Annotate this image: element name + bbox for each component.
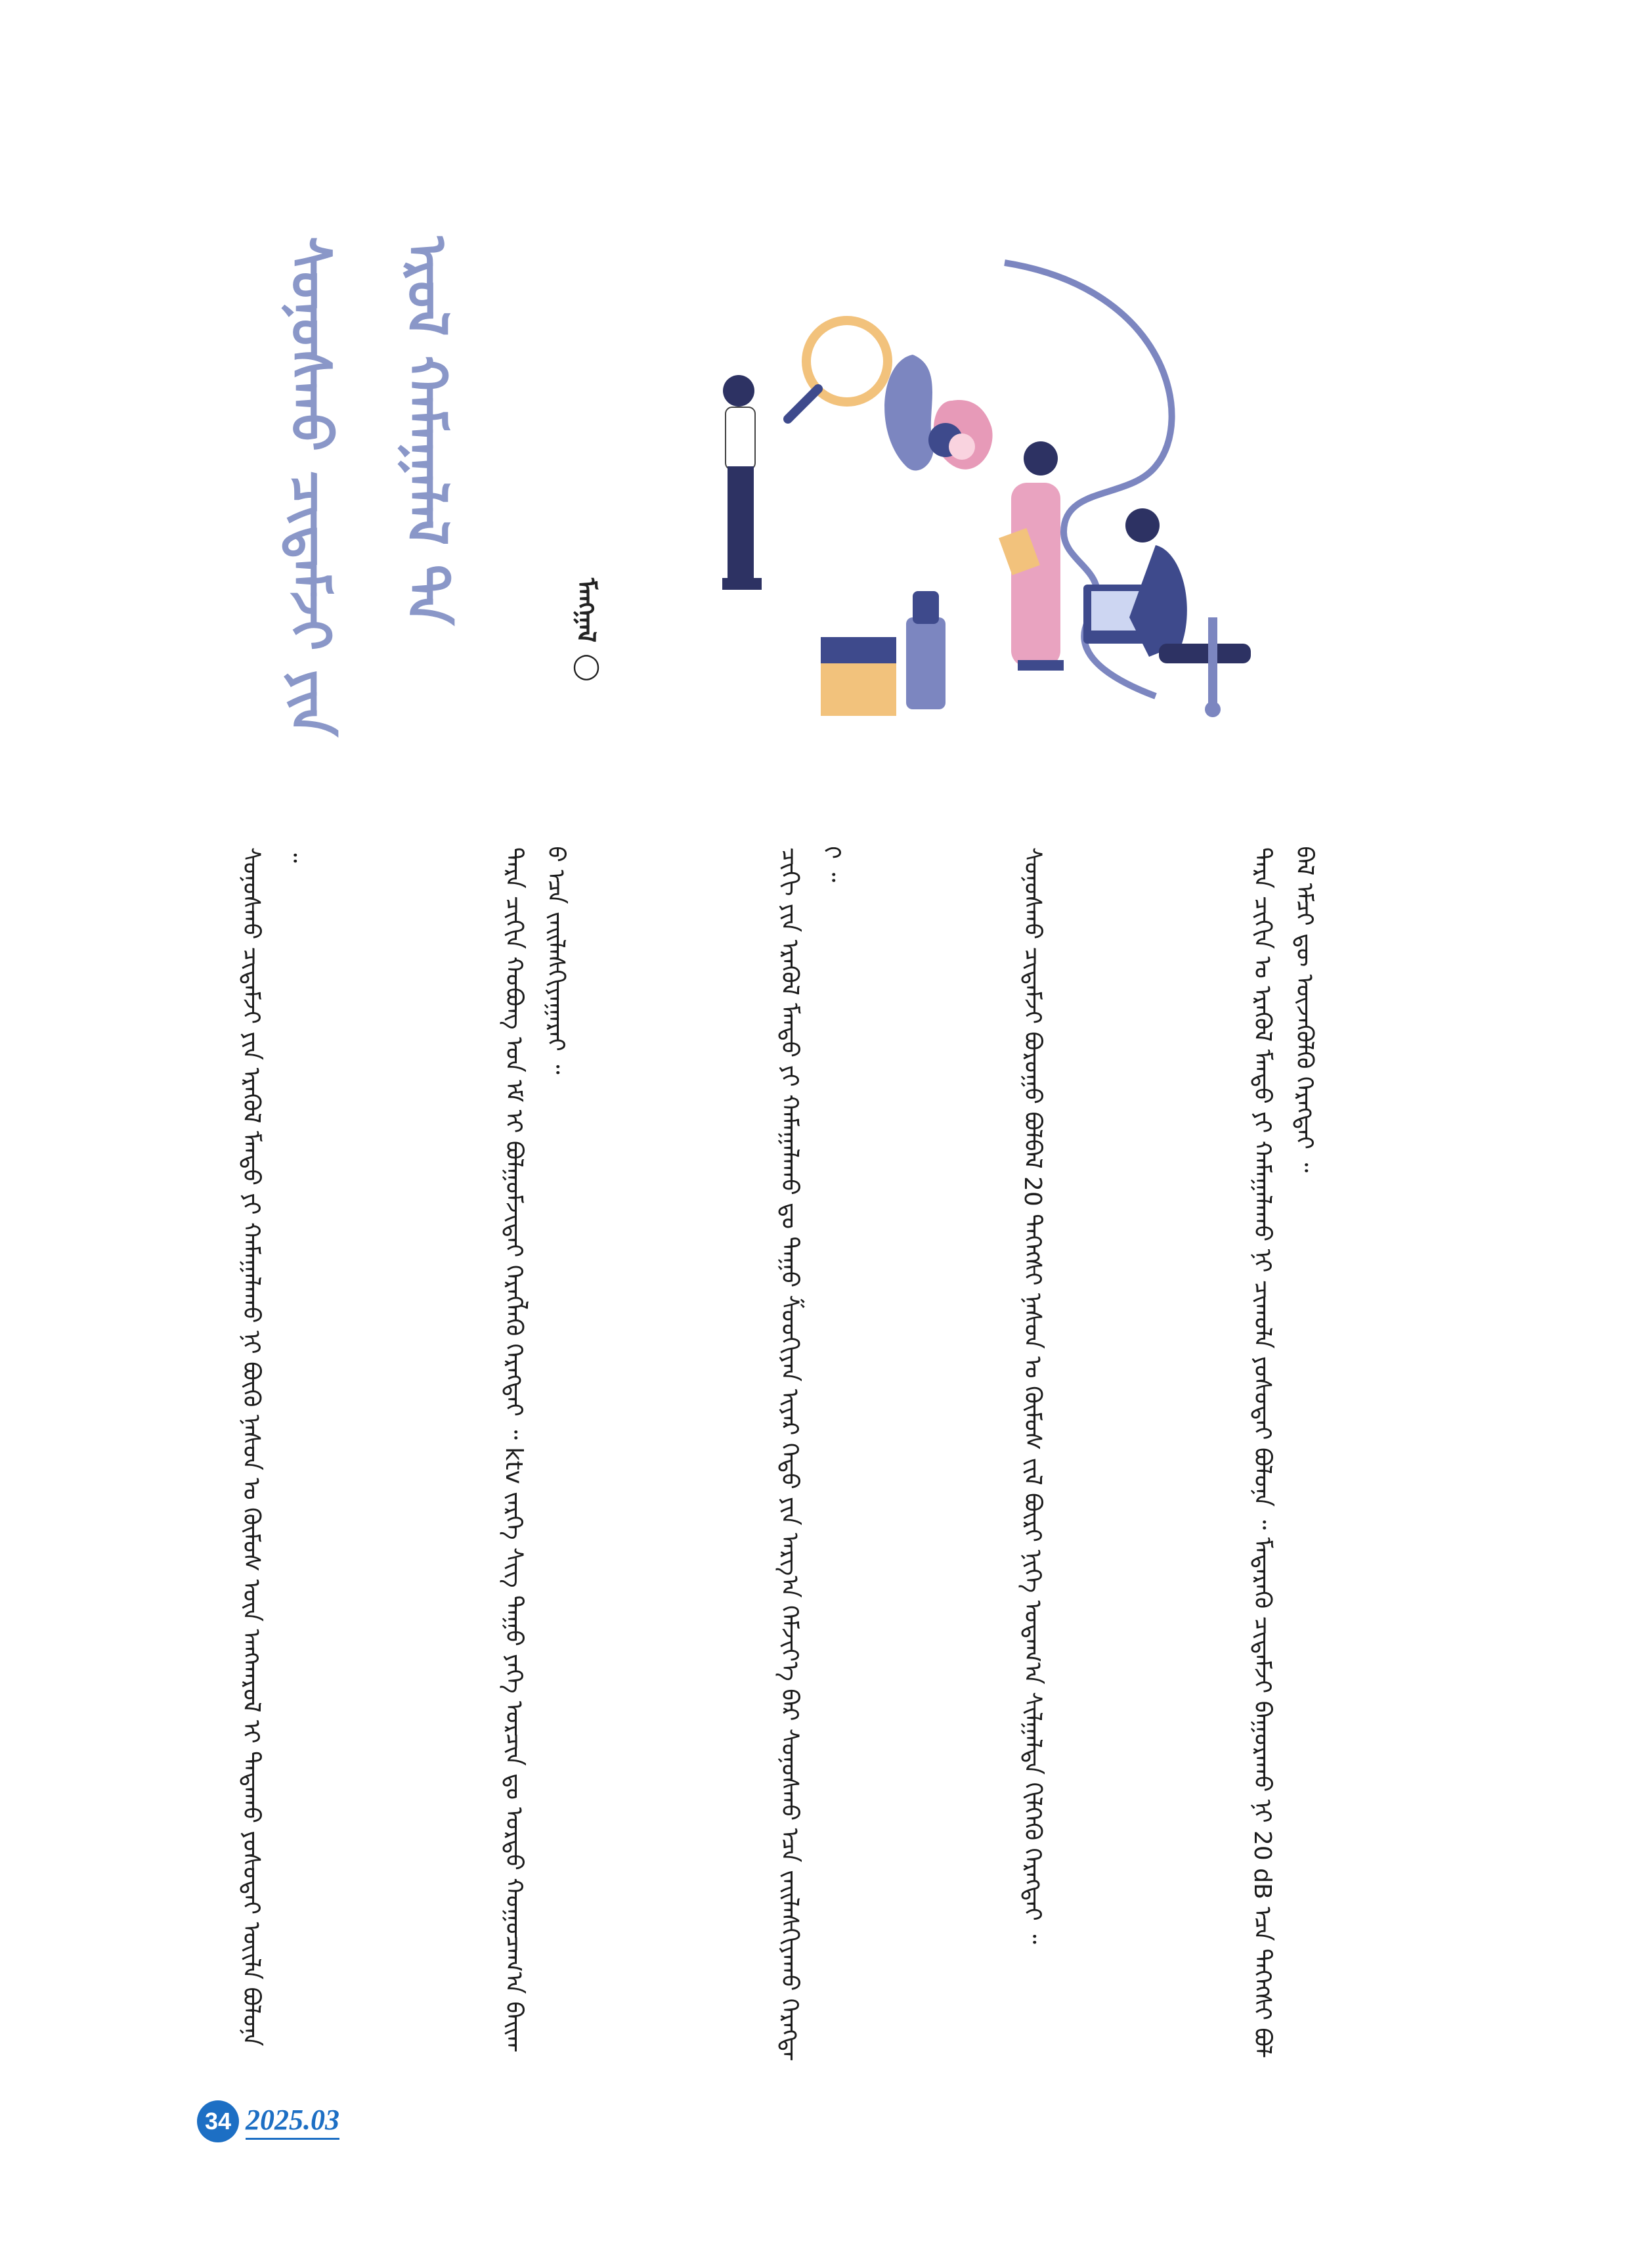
page-footer bbox=[197, 2098, 339, 2144]
title-line-2: ᠡᠷᠦᠯ ᠬᠠᠮᠠᠭᠠᠯᠠᠯ ᠲᠠ bbox=[395, 236, 460, 625]
title-line-1: ᠰᠣᠨᠣᠰᠬᠤ ᠴᠢᠳᠠᠮᠵᠢ ᠶᠢᠨ bbox=[278, 236, 343, 737]
body-column-1: ᠲᠡᠷᠡ ᠴᠢᠬᠢᠨ ᠤ ᠡᠷᠡᠭᠦᠯ ᠮᠡᠨᠳᠦ ᠶᠢ ᠬᠠᠮᠠᠭᠠᠯᠠᠬᠤ ᠨᠢ ᠴᠢᠬᠤᠯᠠ ᠶᠤᠰᠤᠲᠠᠢ ᠪᠣᠯᠤᠨᠠ ᠃ ᠮᠡᠳᠡᠷᠡᠬᠦ ᠴᠢᠳᠠᠮᠵᠢ ᠪᠠᠭᠤᠷᠠᠬᠤ ᠨᠢ 20 dB ᠡᠴᠡ ᠳᠡᠭᠡᠭᠰᠢ ᠪᠣᠯᠪᠠᠯ ᠡᠮᠴᠢ ᠳᠦ ᠦᠵᠡᠭᠦᠯᠬᠦ ᠬᠡᠷᠡᠭᠲᠡᠢ ᠃ bbox=[1249, 847, 1318, 2057]
author-byline: ᠮᠠᠩᠭᠠᠯ ◯ bbox=[572, 578, 601, 680]
article-body bbox=[204, 847, 1451, 2062]
body-column-4: ᠲᠡᠷᠡ ᠴᠢᠬᠢᠨ ᠬᠣᠪᠣᠩ ᠤᠨ ᠡᠮ ᠢ ᠪᠣᠯᠭᠣᠮᠵᠢᠲᠠᠢ ᠬᠡᠷᠡᠭᠯᠡᠬᠦ ᠬᠡᠷᠡᠭᠲᠡᠢ ᠃ ktv ᠵᠡᠷᠭᠡ ᠰᠢᠭ ᠳᠠᠭᠤ ᠶᠡᠬᠡ ᠣᠷᠴᠢᠨ ᠳᠤ ᠤᠷᠲᠤ ᠬᠤᠭᠤᠴᠠᠭ᠎ᠠ ᠪᠠᠢᠬᠤ ᠡᠴᠡ ᠵᠠᠢᠯᠠᠰᠬᠢᠶᠠᠭᠠᠷᠠᠢ ᠃ bbox=[500, 847, 569, 2051]
body-column-5: ᠰᠣᠨᠣᠰᠬᠤ ᠴᠢᠳᠠᠮᠵᠢ ᠶᠢᠨ ᠡᠷᠡᠭᠦᠯ ᠮᠡᠨᠳᠦ ᠶᠢ ᠬᠠᠮᠠᠭᠠᠯᠠᠬᠤ ᠨᠢ ᠪᠦᠬᠦ ᠨᠠᠰᠤᠨ ᠤ ᠬᠦᠮᠦᠰ ᠦᠨ ᠠᠩᠬᠠᠷᠤᠯ ᠢ ᠲᠠᠲᠠᠬᠤ ᠶᠣᠰᠣᠲᠠᠢ ᠦᠢᠯᠡ ᠪᠣᠯᠤᠨᠠ ᠃ bbox=[238, 847, 307, 2047]
body-column-2: ᠰᠣᠨᠣᠰᠬᠤ ᠴᠢᠳᠠᠮᠵᠢ ᠪᠤᠷᠤᠭᠤ ᠪᠣᠯᠪᠠᠯ 20 ᠳᠡᠭᠡᠭᠰᠢ ᠨᠠᠰᠤᠨ ᠤ ᠬᠦᠮᠦᠰ ᠵᠢᠯ ᠪᠦᠷᠢ ᠨᠢᠭᠡ ᠤᠳᠠᠭ᠎ᠠ ᠰᠢᠯᠭᠠᠯᠲᠠ ᠬᠢᠯᠭᠡᠬᠦ ᠬᠡᠷᠡᠭᠲᠡᠢ ᠃ bbox=[1019, 847, 1046, 1944]
page-number: 34 bbox=[197, 2100, 239, 2142]
hearing-care-illustration bbox=[696, 250, 1412, 742]
article-title bbox=[263, 236, 460, 737]
issue-date: 2025.03 bbox=[246, 2103, 339, 2140]
body-column-3: ᠴᠢᠬᠢ ᠶᠢᠨ ᠡᠷᠡᠭᠦᠯ ᠮᠡᠨᠳᠦ ᠶᠢ ᠬᠠᠮᠠᠭᠠᠯᠠᠬᠤ ᠳᠤ ᠳᠠᠭᠤ ᠱᠤᠤᠭᠢᠶᠠᠨ ᠢᠶᠠᠷ ᠬᠡᠲᠦ ᠶᠢᠨ ᠠᠷᠭ᠎ᠠ ᠬᠡᠮᠵᠢᠶ᠎ᠡ ᠪᠠᠷ ᠰᠣᠨᠣᠰᠬᠤ ᠡᠴᠡ ᠵᠠᠢᠯᠠᠰᠬᠢᠶᠠᠬᠤ ᠬᠡᠷᠡᠭᠲᠡᠢ ᠃ bbox=[776, 847, 845, 2060]
